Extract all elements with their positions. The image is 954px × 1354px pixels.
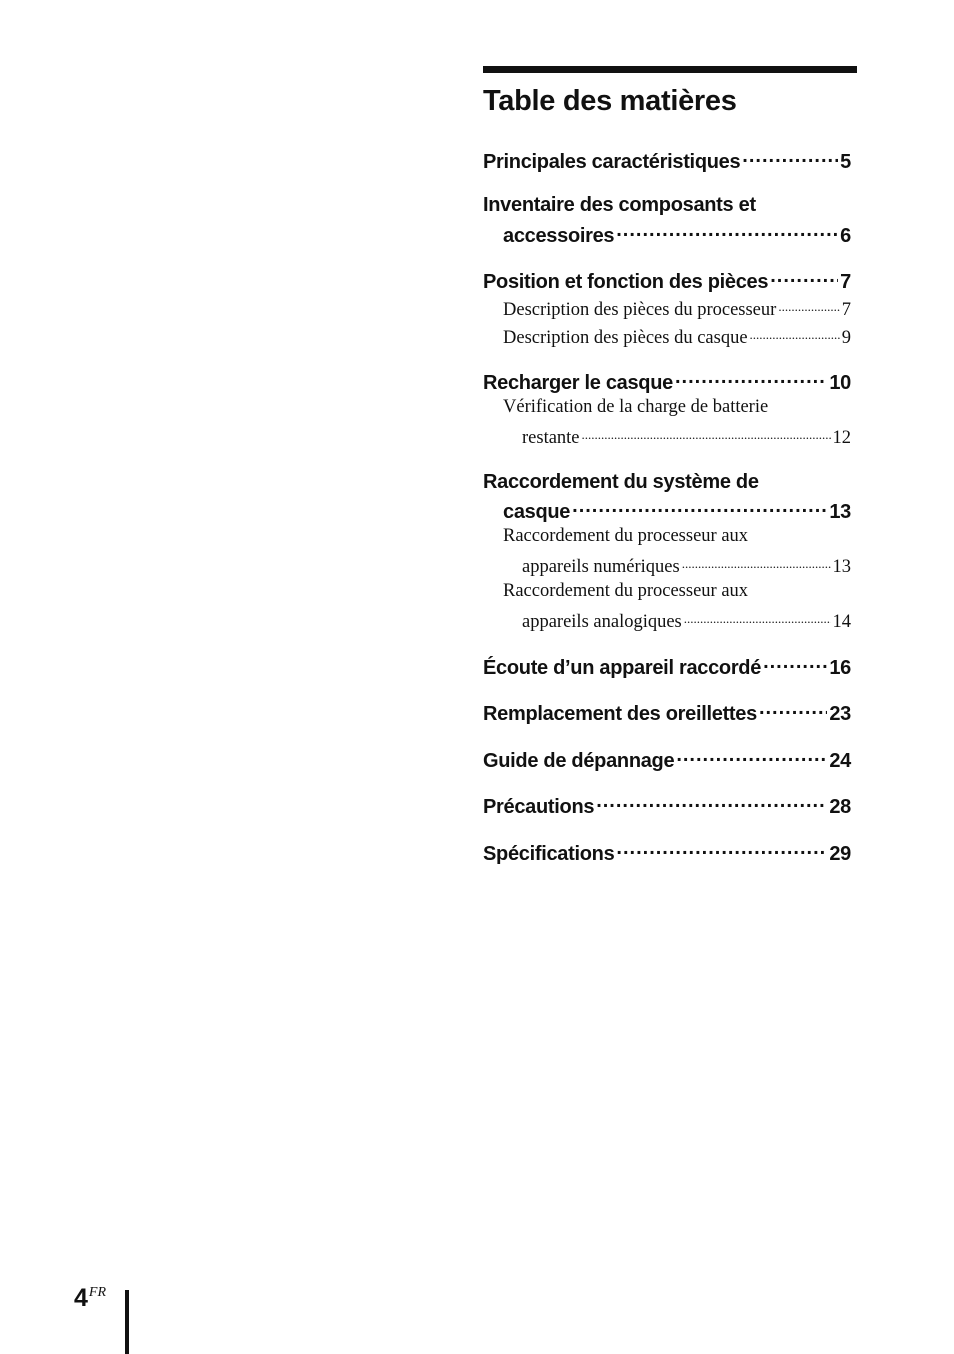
toc-entry — [483, 194, 851, 217]
toc-entry — [483, 793, 851, 819]
toc-entry-title: Description des pièces du casque — [503, 327, 748, 348]
toc-subentry — [503, 526, 851, 547]
toc-entry-title: Raccordement du système de — [483, 471, 759, 493]
toc-entry-title: Position et fonction des pièces — [483, 271, 769, 293]
toc-entry — [483, 654, 851, 680]
toc-entry-page: 23 — [829, 703, 851, 725]
toc-entry-page: 5 — [840, 151, 851, 173]
toc-entry — [483, 148, 851, 174]
toc-subentry — [522, 424, 851, 449]
dot-leader — [596, 793, 827, 813]
toc-entry-page: 28 — [829, 796, 851, 818]
toc-entry — [483, 747, 851, 773]
toc-entry-title: Écoute d’un appareil raccordé — [483, 657, 762, 679]
toc-entry-page: 13 — [829, 501, 851, 523]
toc-entry-title: Vérification de la charge de batterie — [503, 397, 769, 417]
dot-leader — [759, 700, 827, 720]
dot-leader — [778, 296, 839, 315]
dot-leader — [750, 324, 840, 343]
table-of-contents — [483, 66, 857, 865]
toc-entry-title: Précautions — [483, 796, 595, 818]
footer-rule — [125, 1290, 129, 1354]
dot-leader — [742, 148, 838, 168]
toc-entry — [483, 471, 851, 494]
toc-entry — [503, 498, 851, 524]
toc-subentry — [503, 581, 851, 602]
dot-leader — [675, 369, 827, 389]
dot-leader — [682, 553, 831, 572]
toc-entry — [503, 222, 851, 248]
toc-subentry — [522, 608, 851, 633]
toc-entry-title: appareils analogiques — [522, 611, 682, 632]
dot-leader — [616, 222, 838, 242]
toc-entry-title: Spécifications — [483, 843, 615, 865]
toc-entry — [483, 268, 851, 294]
toc-entry-page: 9 — [841, 327, 851, 348]
dot-leader — [770, 268, 838, 288]
toc-subentry — [503, 296, 851, 321]
page-title: Table des matières — [483, 85, 737, 117]
toc-entry-title: restante — [522, 427, 580, 448]
toc-entry-title: appareils numériques — [522, 556, 680, 577]
toc-entry-page: 16 — [829, 657, 851, 679]
dot-leader — [572, 498, 827, 518]
toc-entry-page: 14 — [832, 611, 851, 632]
toc-entry-title: casque — [503, 501, 571, 523]
toc-entry — [483, 369, 851, 395]
toc-entry-title: Description des pièces du processeur — [503, 299, 777, 320]
toc-subentry — [503, 397, 851, 418]
toc-entry-title: Raccordement du processeur aux — [503, 581, 749, 601]
toc-entry-page: 29 — [829, 843, 851, 865]
toc-entry-page: 12 — [832, 427, 851, 448]
toc-entry — [483, 700, 851, 726]
toc-subentry — [522, 553, 851, 578]
toc-entry-page: 24 — [829, 750, 851, 772]
toc-entry-title: Principales caractéristiques — [483, 151, 741, 173]
dot-leader — [676, 747, 827, 767]
toc-entry-page: 6 — [840, 225, 851, 247]
language-code: FR — [88, 1285, 107, 1300]
title-rule — [483, 66, 857, 73]
toc-subentry — [503, 324, 851, 349]
toc-entry-page: 7 — [840, 271, 851, 293]
dot-leader — [684, 608, 831, 627]
toc-entry-page: 7 — [841, 299, 851, 320]
toc-entry-title: accessoires — [503, 225, 615, 247]
toc-entry-page: 10 — [829, 372, 851, 394]
toc-entry-page: 13 — [832, 556, 851, 577]
toc-entry-title: Remplacement des oreillettes — [483, 703, 757, 725]
toc-entry — [483, 840, 851, 866]
page-number: 4$^{FR}$ — [74, 1284, 107, 1312]
toc-entry-title: Recharger le casque — [483, 372, 673, 394]
toc-entry-title: Raccordement du processeur aux — [503, 526, 749, 546]
dot-leader — [582, 424, 831, 443]
dot-leader — [763, 654, 827, 674]
toc-entry-title: Guide de dépannage — [483, 750, 675, 772]
dot-leader — [616, 840, 827, 860]
toc-entry-title: Inventaire des composants et — [483, 194, 756, 216]
